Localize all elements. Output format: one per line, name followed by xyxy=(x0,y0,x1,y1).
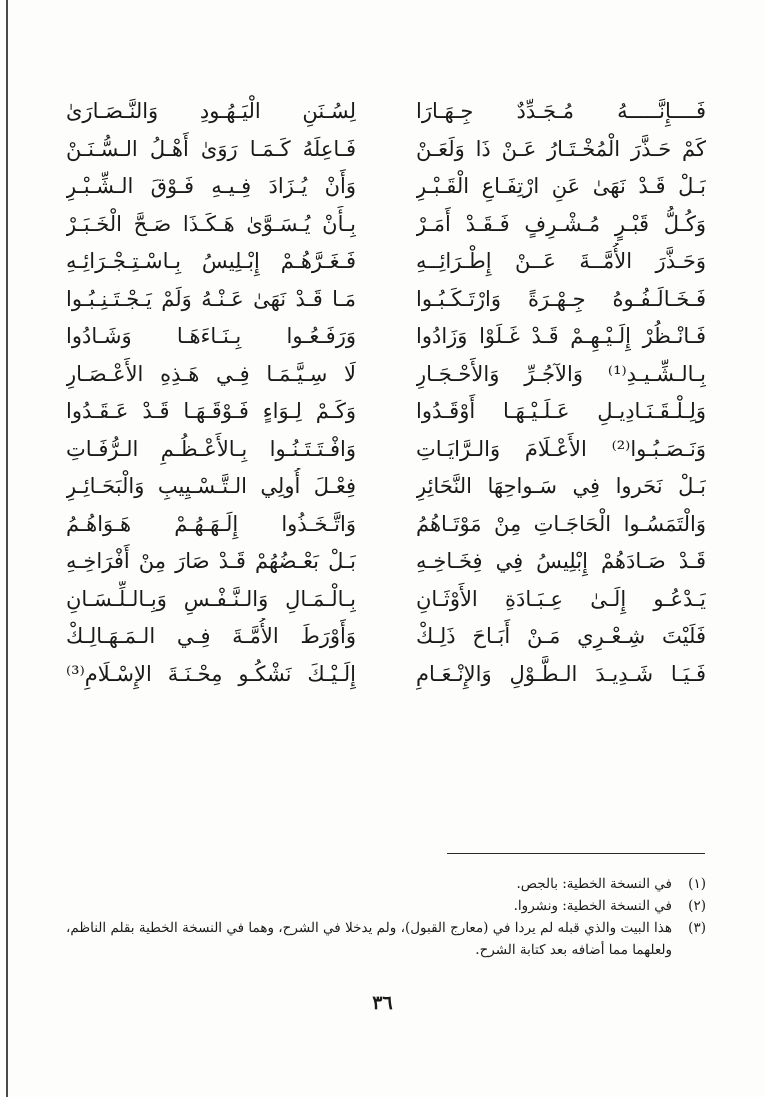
verse xyxy=(66,581,706,619)
verse-right-hemistich: فَـيَـا شَـدِيـدَ الـطَّـوْلِ وَالإِنْـعَـامِ xyxy=(416,661,706,686)
verse xyxy=(66,318,706,356)
verse-left-hemistich: إِلَـيْـكَ نَشْكُـو مِحْـنَـةَ الإِسْـلَامِ⁽³⁾ xyxy=(66,661,356,686)
verse xyxy=(66,656,706,694)
verse-right-hemistich: بَـلْ قَـدْ نَهَىٰ عَنِ ارْتِفَـاعِ الْقَـبْـرِ xyxy=(416,174,706,198)
verse-right-hemistich: وَكُـلُّ قَبْـرٍ مُـشْـرِفٍ فَـقَـدْ أَمَـرْ xyxy=(416,211,706,236)
verse-left-hemistich: بِـالْـمَـالِ وَالـنَّـفْـسِ وَبِـالـلِّـسَـانِ xyxy=(66,586,356,611)
footnote-text: هذا البيت والذي قبله لم يردا في (معارج القبول)، ولم يدخلا في الشرح، وهما في النسخة الخطية بقلم الناظم، ولعلهما مما أضافه بعد كتابة الشرح. xyxy=(66,920,672,958)
verse-right-hemistich: وَالْتَمَسُـوا الْحَاجَـاتِ مِنْ مَوْتَـاهُمُ xyxy=(416,511,706,536)
verse-left-hemistich: لِسُـنَنِ الْيَـهُـودِ وَالنَّـصَـارَىٰ xyxy=(66,99,356,123)
footnote-number: (١) xyxy=(688,876,706,892)
verse-right-hemistich: فَـخَـالَـفُـوهُ جِـهْـرَةً وَارْتَـكَـبُـوا xyxy=(416,286,706,311)
verse-left-hemistich: وَأَنْ يُـزَادَ فِـيـهِ فَـوْقَ الـشِّـبْـرِ xyxy=(66,174,356,198)
verse xyxy=(66,356,706,394)
verse-right-hemistich: يَـدْعُـو إِلَـىٰ عِـبَـادَةِ الأَوْثَـانِ xyxy=(416,586,706,611)
verse-left-hemistich: فَـاعِلَهُ كَـمَـا رَوَىٰ أَهْـلُ الـسُّـنَـنْ xyxy=(66,136,356,161)
verse-right-hemistich: وَلِـلْـقَـنَـادِيـلِ عَـلَـيْـهَـا أَوْقَـدُوا xyxy=(416,399,706,423)
verse-right-hemistich: فَــــإِنَّـــــهُ مُـجَـدِّدٌ جِـهَـارَا xyxy=(416,99,706,123)
verse-right-hemistich: فَـانْـظُرْ إِلَـيْـهِـمْ قَـدْ غَـلَوْا وَزَادُوا xyxy=(416,324,706,348)
verse-left-hemistich: وَرَفَـعُـوا بِـنَـاءَهَـا وَشَـادُوا xyxy=(66,324,356,348)
footnote-number: (٢) xyxy=(688,898,706,914)
verse-right-hemistich: بَـلْ نَحَروا فِي سَـواحِهَا النَّحَائِرِ xyxy=(416,474,706,498)
verse xyxy=(66,93,706,131)
verse-left-hemistich: وَأَوْرَطَ الأُمَّـةَ فِـي الـمَـهَـالِـكْ xyxy=(66,624,356,648)
verse-left-hemistich: وَافْـتَـتَـنُـوا بِـالأَعْـظُـمِ الـرُّفَـاتِ xyxy=(66,436,356,461)
poem xyxy=(66,93,706,693)
verse-right-hemistich: وَنَـصَـبُـوا⁽²⁾ الأَعْـلَامَ وَالـرَّايَـاتِ xyxy=(416,436,706,461)
verse xyxy=(66,468,706,506)
footnote-text: في النسخة الخطية: ونشروا. xyxy=(513,898,672,914)
verse-left-hemistich: وَكَـمْ لِـوَاءٍ فَـوْقَـهَـا قَـدْ عَـقَـدُوا xyxy=(66,399,356,423)
verse-left-hemistich: لَا سِـيَّـمَـا فِـي هَـذِهِ الأَعْـصَـارِ xyxy=(66,361,356,386)
verse-right-hemistich: وَحَـذَّرَ الأُمَّــةَ عَــنْ إِطْـرَائِــهِ xyxy=(416,249,706,273)
footnote xyxy=(66,873,706,895)
footnote xyxy=(66,895,706,917)
footnote-number: (٣) xyxy=(688,920,706,936)
page-number: ٣٦ xyxy=(372,992,393,1014)
verse-right-hemistich: كَمْ حَـذَّرَ الْمُخْـتَـارُ عَـنْ ذَا وَلَعَـنْ xyxy=(416,136,706,161)
verse xyxy=(66,431,706,469)
verse-right-hemistich: فَلَيْتَ شِـعْـرِي مَـنْ أَبَـاحَ ذَلِـكْ xyxy=(416,624,706,648)
verse xyxy=(66,206,706,244)
page-edge-line xyxy=(6,0,8,1097)
verse xyxy=(66,131,706,169)
footnote xyxy=(66,917,706,961)
verse-left-hemistich: وَاتَّـخَـذُوا إِلَـهَـهُـمْ هَـوَاهُـمُ xyxy=(66,511,356,536)
verse-left-hemistich: فِعْـلَ أُولِي الـتَّـسْـيِيبِ وَالْبَحَـائِـرِ xyxy=(66,474,356,498)
verse-left-hemistich: فَـغَـرَّهُـمْ إِبْـلِيسُ بِـاسْـتِـجْـرَائِـهِ xyxy=(66,249,356,273)
verse-left-hemistich: مَـا قَـدْ نَهَىٰ عَـنْـهُ وَلَمْ يَـجْـتَـنِـبُـوا xyxy=(66,286,356,311)
verse xyxy=(66,281,706,319)
verse-left-hemistich: بَـلْ بَعْـضُهُمْ قَـدْ صَارَ مِنْ أَفْرَاخِـهِ xyxy=(66,549,356,573)
footnote-text: في النسخة الخطية: بالجص. xyxy=(516,876,672,892)
verse xyxy=(66,506,706,544)
verse-left-hemistich: بِـأَنْ يُـسَـوَّىٰ هَـكَـذَا صَـحَّ الْخَـبَـرْ xyxy=(66,211,356,236)
verse-right-hemistich: قَـدْ صَـادَهُمْ إِبْلِيسُ فِي فِخَـاخِـهِ xyxy=(416,549,706,573)
verse-right-hemistich: بِـالـشِّـيـدِ⁽¹⁾ وَالآجُـرِّ وَالأَحْـجَـارِ xyxy=(416,361,706,386)
footnotes xyxy=(66,873,706,961)
verse xyxy=(66,243,706,281)
footnote-separator xyxy=(447,853,705,854)
verse xyxy=(66,618,706,656)
verse xyxy=(66,168,706,206)
verse xyxy=(66,543,706,581)
verse xyxy=(66,393,706,431)
